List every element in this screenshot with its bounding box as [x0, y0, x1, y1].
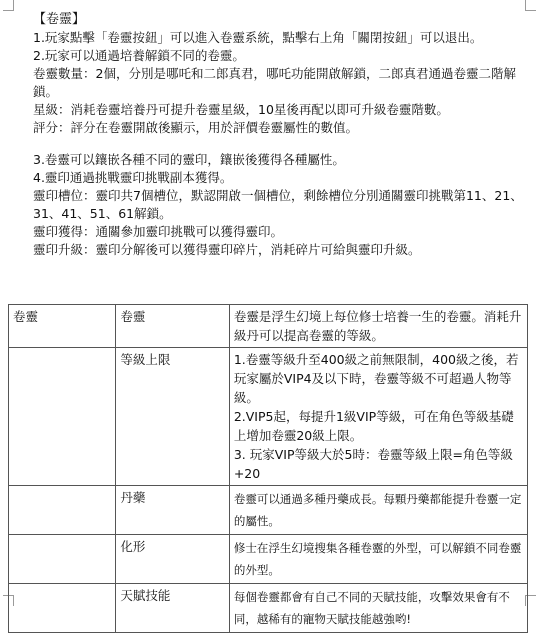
description-line: 卷靈是浮生幻境上每位修士培養一生的卷靈。消耗升級丹可以提高卷靈的等級。 — [233, 309, 522, 343]
paragraph: 2.玩家可以通過培養解鎖不同的卷靈。 — [33, 48, 245, 63]
table-cell-description — [229, 584, 527, 633]
table-row — [9, 535, 528, 584]
table-cell-description — [229, 535, 527, 584]
table-cell-feature: 卷靈 — [116, 305, 229, 348]
paragraph: 評分：評分在卷靈開啟後顯示，用於評價卷靈屬性的數值。 — [33, 120, 359, 135]
paragraph: 星級：消耗卷靈培養丹可提升卷靈星級，10星後再配以即可升級卷靈階數。 — [33, 102, 449, 117]
description-line: 每個卷靈都會有自己不同的天賦技能，攻擊效果會有不同，越稀有的寵物天賦技能越強哟! — [233, 590, 510, 626]
table-cell-category: 卷靈 — [9, 305, 116, 348]
paragraph: 3.卷靈可以鑲嵌各種不同的靈印，鑲嵌後獲得各種屬性。 — [33, 152, 345, 167]
page-corner-mark-top-left — [3, 0, 14, 11]
paragraph: 卷靈數量：2個，分別是哪吒和二郎真君，哪吒功能開啟解鎖，二郎真君通過卷靈二階解鎖。 — [33, 66, 516, 99]
description-line: 1.卷靈等級升至400級之前無限制，400級之後，若玩家屬於VIP4及以下時，卷靈等級不可超過人物等級。 — [233, 352, 519, 405]
table-row — [9, 584, 528, 633]
table-row — [9, 348, 528, 486]
document-body — [33, 8, 523, 259]
table-row — [9, 305, 528, 348]
section-title: 【卷靈】 — [33, 12, 86, 27]
description-line: 2.VIP5起，每提升1級VIP等級，可在角色等級基礎上增加卷靈20級上限。 — [233, 409, 514, 443]
table-cell-description — [229, 486, 527, 535]
paragraph: 1.玩家點擊「卷靈按鈕」可以進入卷靈系統，點擊右上角「關閉按鈕」可以退出。 — [33, 30, 483, 45]
description-line: 修士在浮生幻境搜集各種卷靈的外型，可以解鎖不同卷靈的外型。 — [233, 541, 522, 577]
paragraph: 靈印獲得：通關參加靈印挑戰可以獲得靈印。 — [33, 224, 284, 239]
table-cell-feature: 等級上限 — [116, 348, 229, 486]
paragraph: 4.靈印通過挑戰靈印挑戰副本獲得。 — [33, 170, 233, 185]
table-cell-description — [229, 348, 527, 486]
table-cell-description — [229, 305, 527, 348]
feature-table — [8, 304, 528, 633]
table-cell-category — [9, 348, 116, 486]
paragraph: 靈印升級：靈印分解後可以獲得靈印碎片，消耗碎片可給與靈印升級。 — [33, 242, 421, 257]
table-cell-feature: 化形 — [116, 535, 229, 584]
table-cell-category — [9, 486, 116, 535]
description-line: 3. 玩家VIP等級大於5時：卷靈等級上限=角色等級+20 — [233, 447, 513, 481]
table-row — [9, 486, 528, 535]
table-cell-feature: 丹藥 — [116, 486, 229, 535]
table-cell-category — [9, 584, 116, 633]
description-line: 卷靈可以通過多種丹藥成長。每顆丹藥都能提升卷靈一定的屬性。 — [233, 492, 522, 528]
paragraph: 靈印槽位：靈印共7個槽位，默認開啟一個槽位，剩餘槽位分別通關靈印挑戰第11、21、31、41、51、61解鎖。 — [33, 188, 523, 221]
page-corner-mark-top-right — [525, 0, 536, 11]
table-cell-category — [9, 535, 116, 584]
paragraph-spacer — [33, 137, 523, 151]
table-cell-feature: 天賦技能 — [116, 584, 229, 633]
